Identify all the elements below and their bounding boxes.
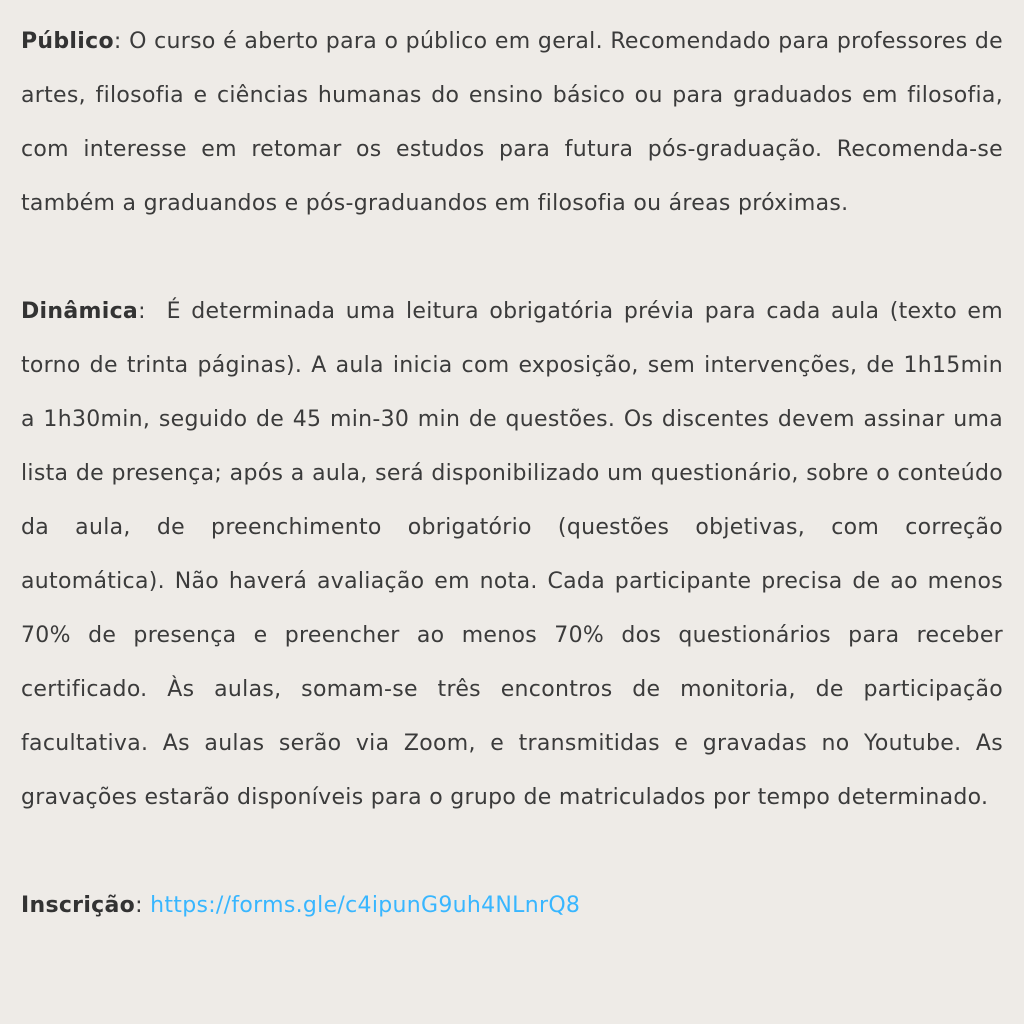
section-dinamica <box>21 285 1003 825</box>
section-inscricao <box>21 879 1003 933</box>
label-separator: : <box>113 29 130 54</box>
label-separator: : <box>135 893 151 918</box>
section-text-dinamica: É determinada uma leitura obrigatória prévia para cada aula (texto em torno de trinta páginas). A aula inicia com exposição, sem intervenções, de 1h15min a 1h30min, seguido de 45 min-30 min de questões. Os discentes devem assinar uma lista de presença; após a aula, será disponibilizado um questionário, sobre o conteúdo da aula, de preenchimento obrigatório (questões objetivas, com correção automática). Não haverá avaliação em nota. Cada participante precisa de ao menos 70% de presença e preencher ao menos 70% dos questionários para receber certificado. Às aulas, somam-se três encontros de monitoria, de participação facultativa. As aulas serão via Zoom, e transmitidas e gravadas no Youtube. As gravações estarão disponíveis para o grupo de matriculados por tempo determinado. <box>21 299 1003 810</box>
course-info-document <box>21 15 1003 933</box>
registration-link[interactable]: https://forms.gle/c4ipunG9uh4NLnrQ8 <box>150 893 581 918</box>
section-text-publico: O curso é aberto para o público em geral. Recomendado para professores de artes, filosofia e ciências humanas do ensino básico ou para graduados em filosofia, com interesse em retomar os estudos para futura pós-graduação. Recomenda-se também a graduandos e pós-graduandos em filosofia ou áreas próximas. <box>21 29 1003 216</box>
section-label-inscricao: Inscrição <box>21 893 136 918</box>
section-label-dinamica: Dinâmica <box>21 299 139 324</box>
section-publico <box>21 15 1003 231</box>
section-label-publico: Público <box>21 29 114 54</box>
label-separator: : <box>138 299 167 324</box>
